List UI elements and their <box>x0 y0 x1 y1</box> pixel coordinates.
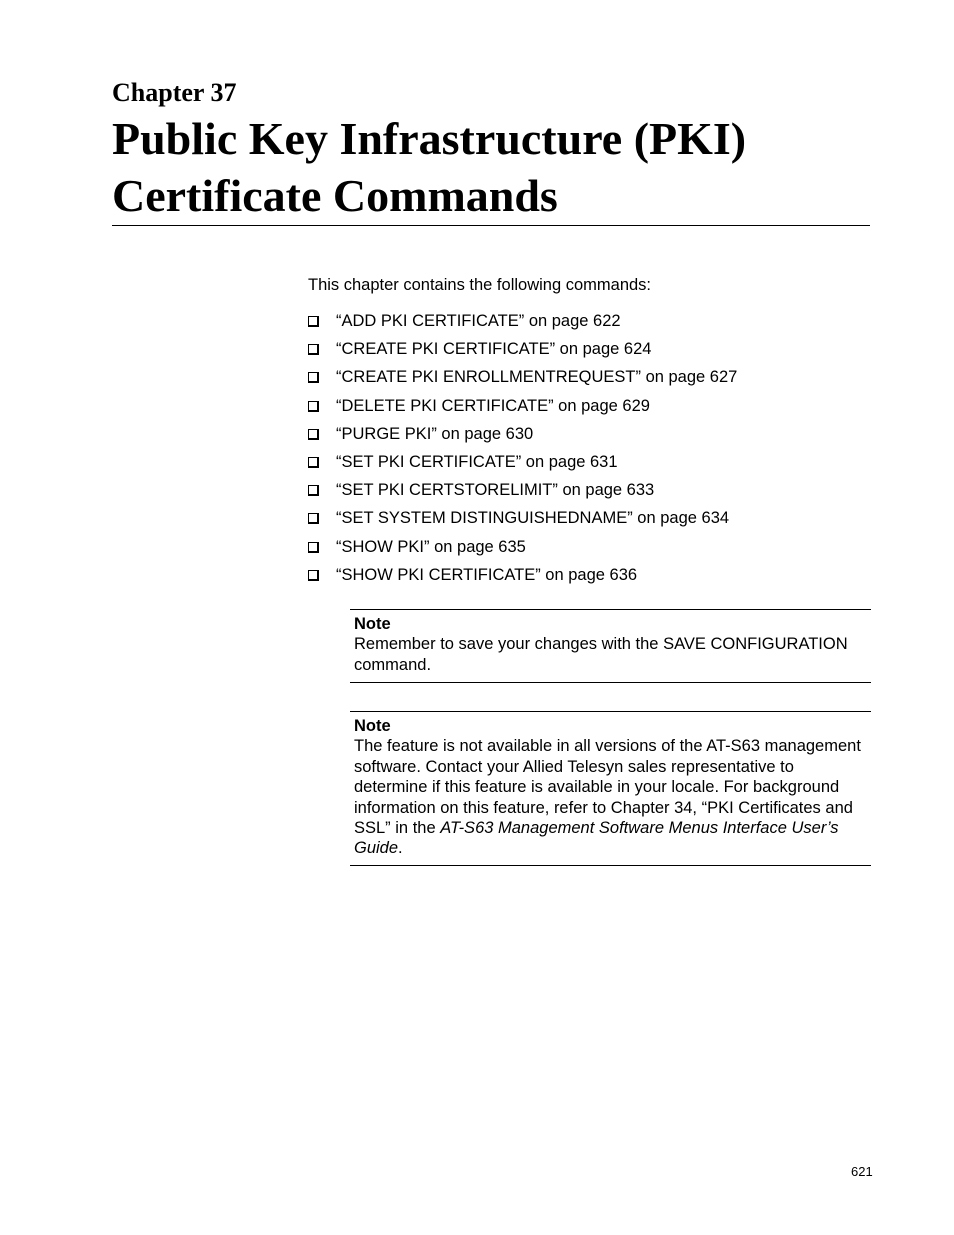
list-item[interactable] <box>308 480 737 508</box>
checkbox-bullet-icon <box>308 542 319 553</box>
checkbox-bullet-icon <box>308 570 319 581</box>
command-link[interactable]: “SET PKI CERTSTORELIMIT” on page 633 <box>336 481 655 500</box>
page-number: 621 <box>851 1164 873 1179</box>
list-item[interactable] <box>308 339 737 367</box>
note-text-body: The feature is not available in all versions of the AT-S63 management software. Contact your Allied Telesyn sales representative to determine if this feature is available in your locale. For background information on this feature, refer to Chapter 34, “PKI Certificates and SSL” in the <box>354 737 861 838</box>
guide-title: AT-S63 Management Software Menus Interface User’s Guide <box>354 819 839 858</box>
list-item[interactable] <box>308 311 737 339</box>
checkbox-bullet-icon <box>308 485 319 496</box>
list-item[interactable] <box>308 537 737 565</box>
list-item[interactable] <box>308 508 737 536</box>
list-item[interactable] <box>308 452 737 480</box>
list-item[interactable] <box>308 367 737 395</box>
checkbox-bullet-icon <box>308 457 319 468</box>
note-text-end: . <box>398 839 403 858</box>
note-heading: Note <box>354 615 391 633</box>
checkbox-bullet-icon <box>308 316 319 327</box>
checkbox-bullet-icon <box>308 401 319 412</box>
list-item[interactable] <box>308 565 737 593</box>
note-text: Remember to save your changes with the SAVE CONFIGURATION command. <box>354 635 848 674</box>
intro-text: This chapter contains the following commands: <box>308 276 652 294</box>
command-list <box>308 311 737 593</box>
list-item[interactable] <box>308 396 737 424</box>
command-link[interactable]: “SET SYSTEM DISTINGUISHEDNAME” on page 634 <box>336 509 730 528</box>
checkbox-bullet-icon <box>308 372 319 383</box>
command-link[interactable]: “SHOW PKI” on page 635 <box>336 537 526 556</box>
chapter-title: Public Key Infrastructure (PKI) Certificate Commands <box>112 113 747 221</box>
chapter-label: Chapter 37 <box>112 78 237 107</box>
command-link[interactable]: “CREATE PKI ENROLLMENTREQUEST” on page 627 <box>336 368 738 387</box>
note-feature-availability <box>350 711 871 866</box>
note-text <box>354 736 867 858</box>
checkbox-bullet-icon <box>308 344 319 355</box>
command-link[interactable]: “SHOW PKI CERTIFICATE” on page 636 <box>336 565 638 584</box>
checkbox-bullet-icon <box>308 429 319 440</box>
command-link[interactable]: “CREATE PKI CERTIFICATE” on page 624 <box>336 340 652 359</box>
title-rule <box>112 225 870 226</box>
command-link[interactable]: “PURGE PKI” on page 630 <box>336 424 534 443</box>
command-link[interactable]: “DELETE PKI CERTIFICATE” on page 629 <box>336 396 650 415</box>
command-link[interactable]: “ADD PKI CERTIFICATE” on page 622 <box>336 312 621 330</box>
note-save-configuration <box>350 609 871 683</box>
checkbox-bullet-icon <box>308 513 319 524</box>
list-item[interactable] <box>308 424 737 452</box>
note-heading: Note <box>354 717 391 735</box>
command-link[interactable]: “SET PKI CERTIFICATE” on page 631 <box>336 452 618 471</box>
